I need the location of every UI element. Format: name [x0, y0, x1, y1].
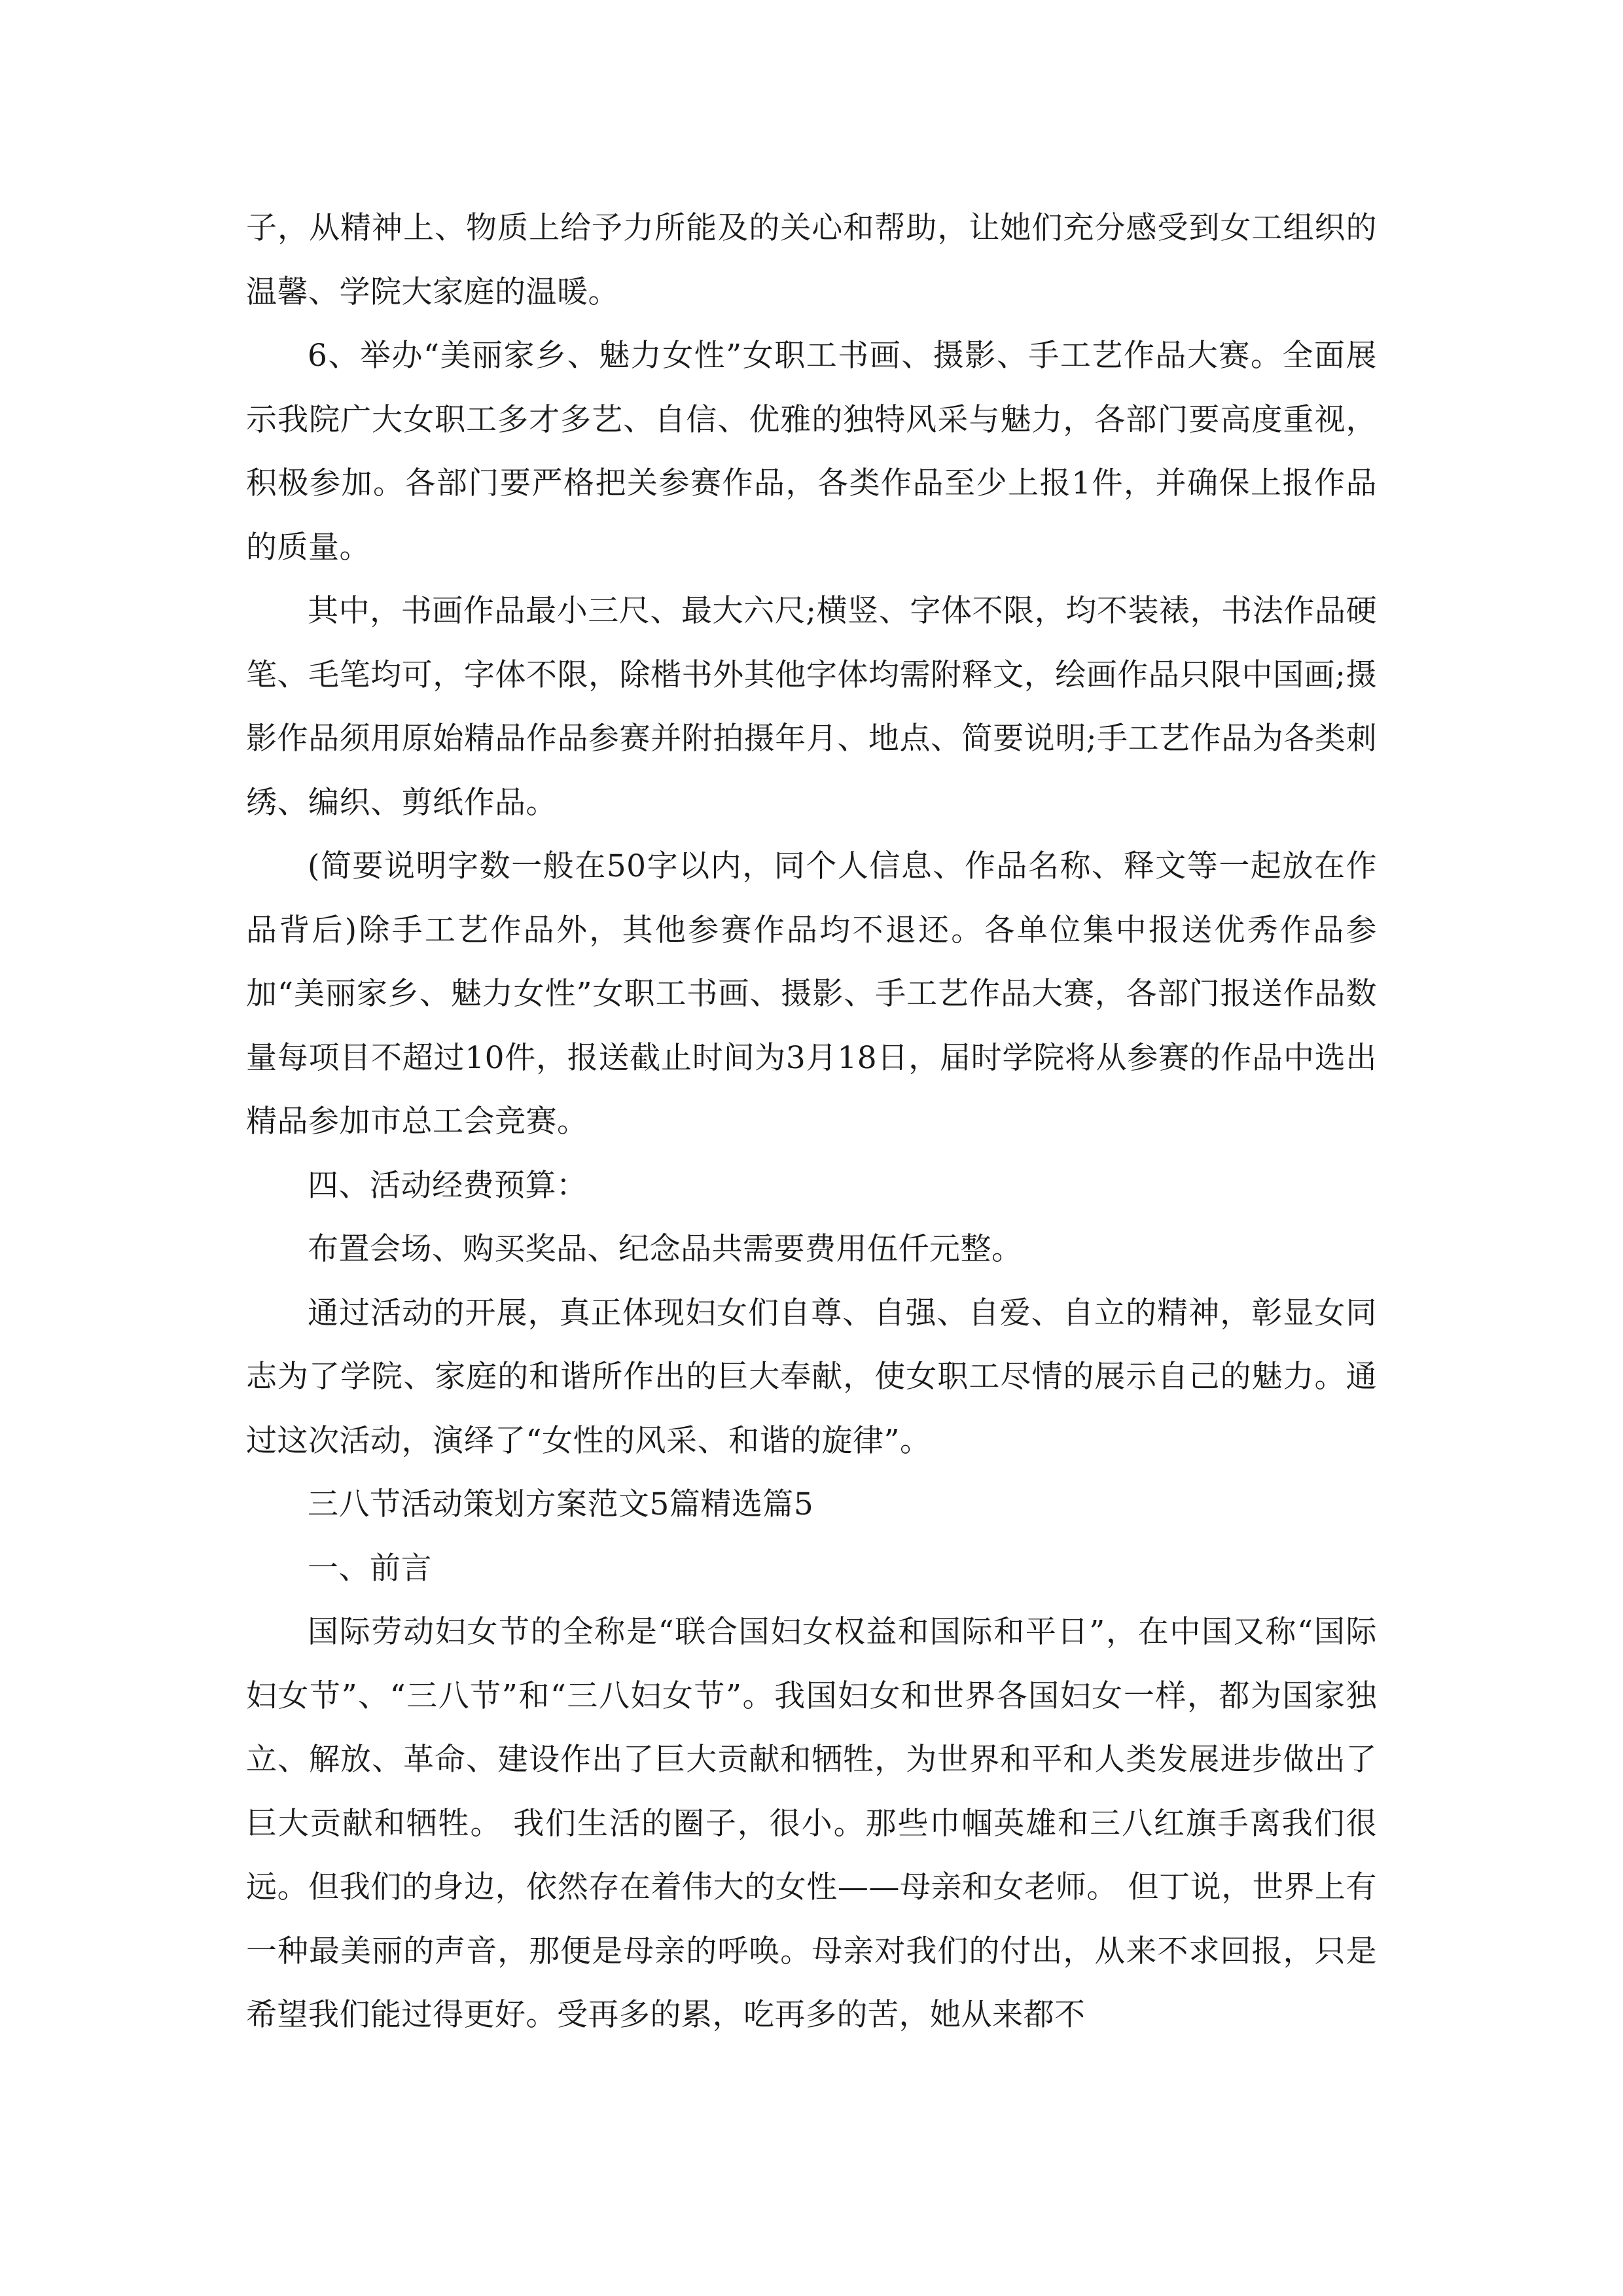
section-heading-preface: 一、前言 — [308, 1550, 432, 1587]
paragraph-conclusion: 通过活动的开展，真正体现妇女们自尊、自强、自爱、自立的精神，彰显女同志为了学院、家庭的和谐所作出的巨大奉献，使女职工尽情的展示自己的魅力。通过这次活动，演绎了“女性的风采、和谐的旋律”。 — [246, 1295, 1377, 1459]
paragraph-submission-notes: (简要说明字数一般在50字以内，同个人信息、作品名称、释文等一起放在作品背后)除手工艺作品外，其他参赛作品均不退还。各单位集中报送优秀作品参加“美丽家乡、魅力女性”女职工书画、摄影、手工艺作品大赛，各部门报送作品数量每项目不超过10件，报送截止时间为3月18日，届时学院将从参赛的作品中选出精品参加市总工会竞赛。 — [246, 848, 1377, 1139]
article-title-part-5: 三八节活动策划方案范文5篇精选篇5 — [308, 1486, 814, 1522]
paragraph-item-6-competition: 6、举办“美丽家乡、魅力女性”女职工书画、摄影、手工艺作品大赛。全面展示我院广大女职工多才多艺、自信、优雅的独特风采与魅力，各部门要高度重视，积极参加。各部门要严格把关参赛作品，各类作品至少上报1件，并确保上报作品的质量。 — [246, 338, 1377, 565]
paragraph-budget-detail: 布置会场、购买奖品、纪念品共需要费用伍仟元整。 — [308, 1231, 1023, 1267]
document-body — [246, 196, 1377, 2047]
section-heading-budget: 四、活动经费预算： — [308, 1167, 588, 1204]
paragraph-submission-rules: 其中，书画作品最小三尺、最大六尺;横竖、字体不限，均不装裱，书法作品硬笔、毛笔均可，字体不限，除楷书外其他字体均需附释文，绘画作品只限中国画;摄影作品须用原始精品作品参赛并附拍摄年月、地点、简要说明;手工艺作品为各类刺绣、编织、剪纸作品。 — [246, 593, 1377, 821]
paragraph-continuation: 子，从精神上、物质上给予力所能及的关心和帮助，让她们充分感受到女工组织的温馨、学院大家庭的温暖。 — [246, 210, 1377, 310]
paragraph-preface-body: 国际劳动妇女节的全称是“联合国妇女权益和国际和平日”，在中国又称“国际妇女节”、“三八节”和“三八妇女节”。我国妇女和世界各国妇女一样，都为国家独立、解放、革命、建设作出了巨大贡献和牺牲，为世界和平和人类发展进步做出了巨大贡献和牺牲。 我们生活的圈子，很小。那些巾帼英雄和三八红旗手离我们很远。但我们的身边，依然存在着伟大的女性——母亲和女老师。 但丁说，世界上有一种最美丽的声音，那便是母亲的呼唤。母亲对我们的付出，从来不求回报，只是希望我们能过得更好。受再多的累，吃再多的苦，她从来都不 — [246, 1614, 1377, 2033]
